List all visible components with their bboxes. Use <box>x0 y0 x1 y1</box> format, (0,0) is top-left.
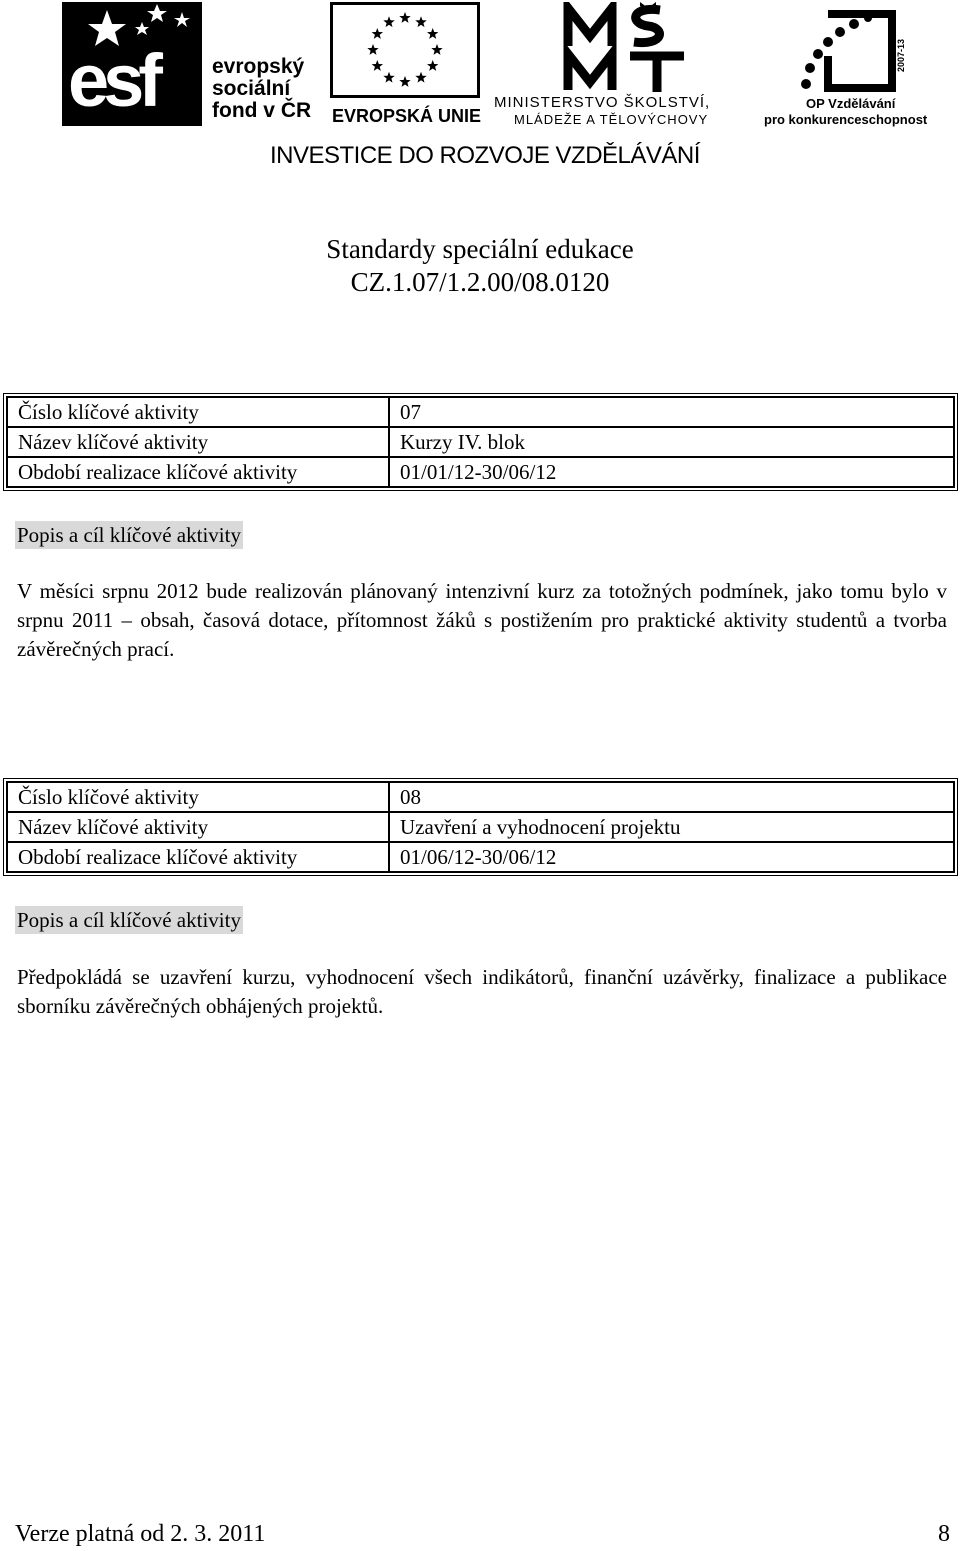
activity-description: V měsíci srpnu 2012 bude realizován plánovaný intenzivní kurz za totožných podmínek, jako tomu bylo v srpnu 2011 – obsah, časová dotace, přítomnost žáků s postižením pro praktické aktivity studentů a tvorba závěrečných prací. <box>17 579 947 661</box>
eu-star-icon <box>372 28 383 39</box>
row-key: Číslo klíčové aktivity <box>7 782 389 812</box>
op-line1: OP Vzdělávání <box>806 96 896 111</box>
op-logo <box>760 2 950 128</box>
eu-star-icon <box>431 44 442 55</box>
eu-star-icon <box>399 12 410 23</box>
msmt-line1: MINISTERSTVO ŠKOLSTVÍ, <box>494 94 711 111</box>
table-row <box>7 782 954 812</box>
table-row <box>7 842 954 872</box>
eu-star-icon <box>415 16 426 27</box>
op-mark-icon <box>798 10 896 92</box>
eu-logo <box>330 2 485 128</box>
page-number: 8 <box>938 1521 950 1547</box>
row-key: Název klíčové aktivity <box>7 812 389 842</box>
row-value: Uzavření a vyhodnocení projektu <box>389 812 954 842</box>
eu-star-icon <box>372 60 383 71</box>
esf-line: sociální <box>212 77 291 100</box>
msmt-mark-icon <box>560 2 690 94</box>
tagline: INVESTICE DO ROZVOJE VZDĚLÁVÁNÍ <box>270 142 700 169</box>
footer-version: Verze platná od 2. 3. 2011 <box>15 1521 266 1547</box>
eu-star-icon <box>427 28 438 39</box>
eu-star-icon <box>367 44 378 55</box>
activity-description: Předpokládá se uzavření kurzu, vyhodnocení všech indikátorů, finanční uzávěrky, finalizace a publikace sborníku závěrečných obhájených projektů. <box>17 965 947 1018</box>
eu-stars-icon <box>333 5 477 95</box>
table-row <box>7 427 954 457</box>
row-key: Období realizace klíčové aktivity <box>7 457 389 487</box>
table-row <box>7 397 954 427</box>
row-value: 08 <box>389 782 954 812</box>
eu-caption: EVROPSKÁ UNIE <box>332 106 482 126</box>
esf-line: evropský <box>212 55 305 78</box>
section-heading: Popis a cíl klíčové aktivity <box>17 908 241 932</box>
eu-star-icon <box>383 72 394 83</box>
eu-flag <box>330 2 480 98</box>
section-heading: Popis a cíl klíčové aktivity <box>17 523 241 547</box>
msmt-line2: MLÁDEŽE A TĚLOVÝCHOVY <box>514 112 709 127</box>
op-year: 2007-13 <box>896 38 906 72</box>
table-row <box>7 457 954 487</box>
row-value: Kurzy IV. blok <box>389 427 954 457</box>
eu-star-icon <box>383 16 394 27</box>
eu-star-icon <box>399 76 410 87</box>
msmt-logo <box>490 2 760 128</box>
esf-lines <box>212 56 311 122</box>
table-row <box>7 812 954 842</box>
esf-mark: esf <box>62 2 202 126</box>
eu-star-icon <box>427 60 438 71</box>
eu-star-icon <box>415 72 426 83</box>
esf-logo <box>62 2 322 128</box>
row-value: 07 <box>389 397 954 427</box>
activity-table <box>3 778 958 876</box>
row-key: Období realizace klíčové aktivity <box>7 842 389 872</box>
row-value: 01/01/12-30/06/12 <box>389 457 954 487</box>
esf-line: fond v ČR <box>212 99 312 122</box>
activity-table <box>3 393 958 491</box>
op-line2: pro konkurenceschopnost <box>764 112 928 127</box>
row-value: 01/06/12-30/06/12 <box>389 842 954 872</box>
logo-bar <box>0 0 960 180</box>
row-key: Název klíčové aktivity <box>7 427 389 457</box>
document-title: Standardy speciální edukace <box>326 234 634 264</box>
row-key: Číslo klíčové aktivity <box>7 397 389 427</box>
project-number: CZ.1.07/1.2.00/08.0120 <box>350 267 610 297</box>
